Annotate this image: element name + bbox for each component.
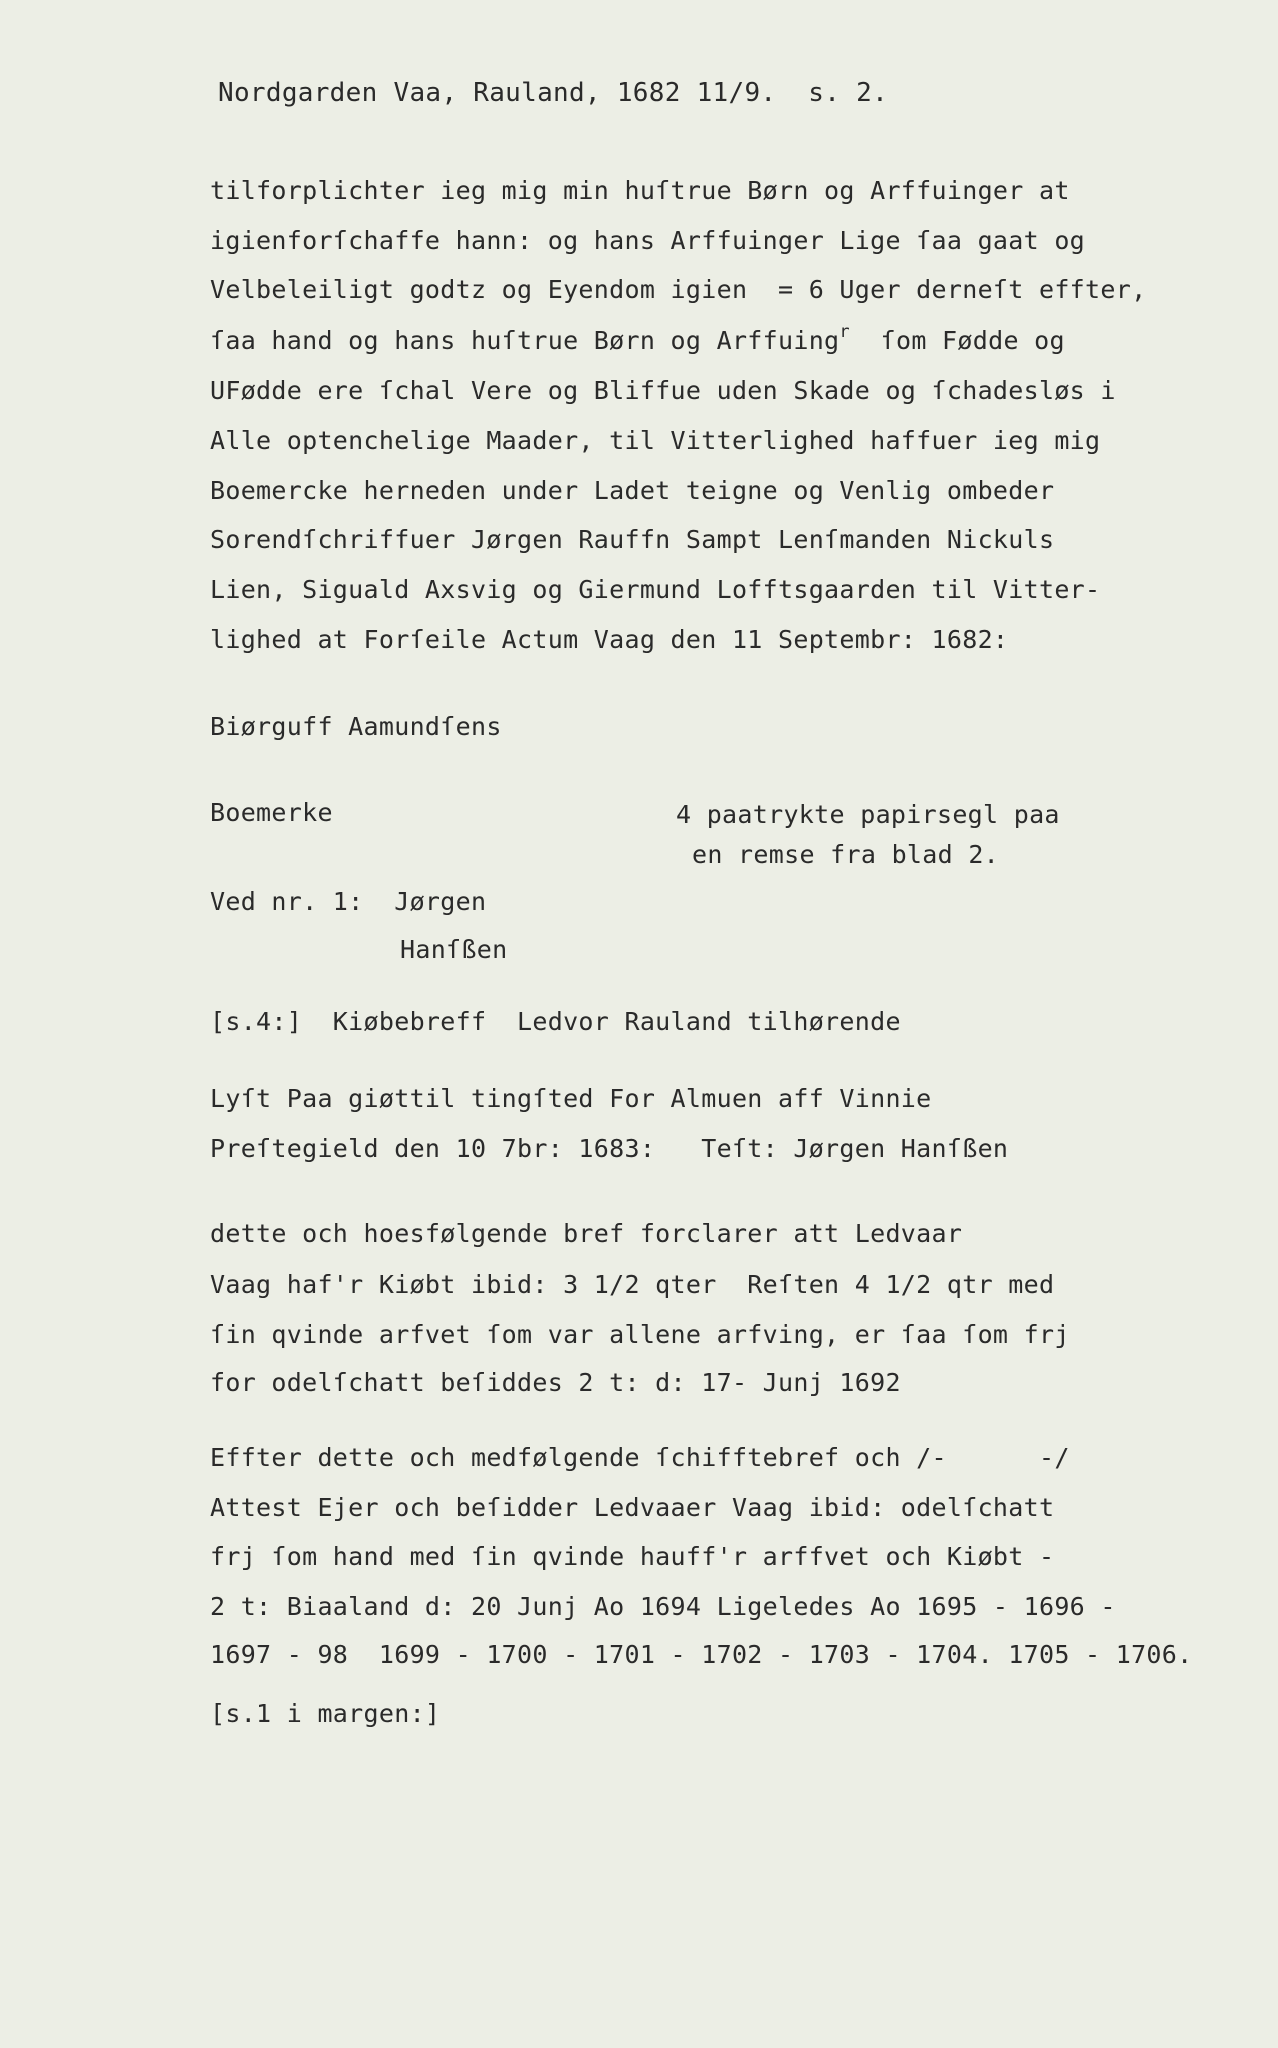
text-line: Vaag haf'r Kiøbt ibid: 3 1/2 qter Reſten 4 1/2 qtr med [210, 1270, 1055, 1299]
text-line: Alle optenchelige Maader, til Vitterlighed haffuer ieg mig [210, 426, 1101, 455]
ved-nr-note: Ved nr. 1: Jørgen [210, 887, 487, 916]
margin-note: [s.1 i margen:] [210, 1699, 441, 1728]
text-line [210, 322, 1065, 359]
text-line: for odelſchatt beſiddes 2 t: d: 17- Junj 1692 [210, 1368, 901, 1397]
signature: Biørguff Aamundſens [210, 712, 502, 741]
text-line: ſin qvinde arfvet ſom var allene arfving, er ſaa ſom frj [210, 1320, 1070, 1349]
text-segment: ſom Fødde og [849, 326, 1065, 355]
text-line: Lien, Siguald Axsvig og Giermund Lofftsgaarden til Vitter- [210, 575, 1101, 604]
text-line: 2 t: Biaaland d: 20 Junj Ao 1694 Ligeledes Ao 1695 - 1696 - [210, 1592, 1116, 1621]
text-line: UFødde ere ſchal Vere og Bliffue uden Skade og ſchadesløs i [210, 376, 1116, 405]
text-segment: ſaa hand og hans huſtrue Børn og Arffuing [210, 326, 840, 355]
boemerke-label: Boemerke [210, 798, 333, 827]
text-line: igienforſchaffe hann: og hans Arffuinger Lige ſaa gaat og [210, 226, 1086, 255]
text-line: Velbeleiligt godtz og Eyendom igien = 6 Uger derneſt effter, [210, 275, 1147, 304]
superscript: r [839, 322, 850, 342]
text-line: lighed at Forſeile Actum Vaag den 11 Septembr: 1682: [210, 625, 1009, 654]
text-line: Attest Ejer och beſidder Ledvaaer Vaag ibid: odelſchatt [210, 1493, 1055, 1522]
text-line: frj ſom hand med ſin qvinde hauff'r arffvet och Kiøbt - [210, 1542, 1055, 1571]
text-line: Boemercke herneden under Ladet teigne og Venlig ombeder [210, 476, 1055, 505]
seal-note: 4 paatrykte papirsegl paa [676, 800, 1060, 829]
text-line: Lyſt Paa giøttil tingſted For Almuen aff Vinnie [210, 1084, 932, 1113]
text-line: Effter dette och medfølgende ſchifftebref och /- -/ [210, 1443, 1070, 1472]
text-line: tilforplichter ieg mig min huſtrue Børn og Arffuinger at [210, 176, 1070, 205]
seal-note: en remse fra blad 2. [692, 840, 1000, 869]
text-line: 1697 - 98 1699 - 1700 - 1701 - 1702 - 1703 - 1704. 1705 - 1706. [210, 1640, 1193, 1669]
page-header: Nordgarden Vaa, Rauland, 1682 11/9. s. 2. [218, 78, 889, 108]
text-line: Preſtegield den 10 7br: 1683: Teſt: Jørgen Hanſßen [210, 1134, 1009, 1163]
ved-nr-name: Hanſßen [400, 935, 508, 964]
section-heading: [s.4:] Kiøbebreff Ledvor Rauland tilhørende [210, 1007, 901, 1036]
text-line: dette och hoesfølgende bref forclarer att Ledvaar [210, 1219, 963, 1248]
text-line: Sorendſchriffuer Jørgen Rauffn Sampt Lenſmanden Nickuls [210, 525, 1055, 554]
